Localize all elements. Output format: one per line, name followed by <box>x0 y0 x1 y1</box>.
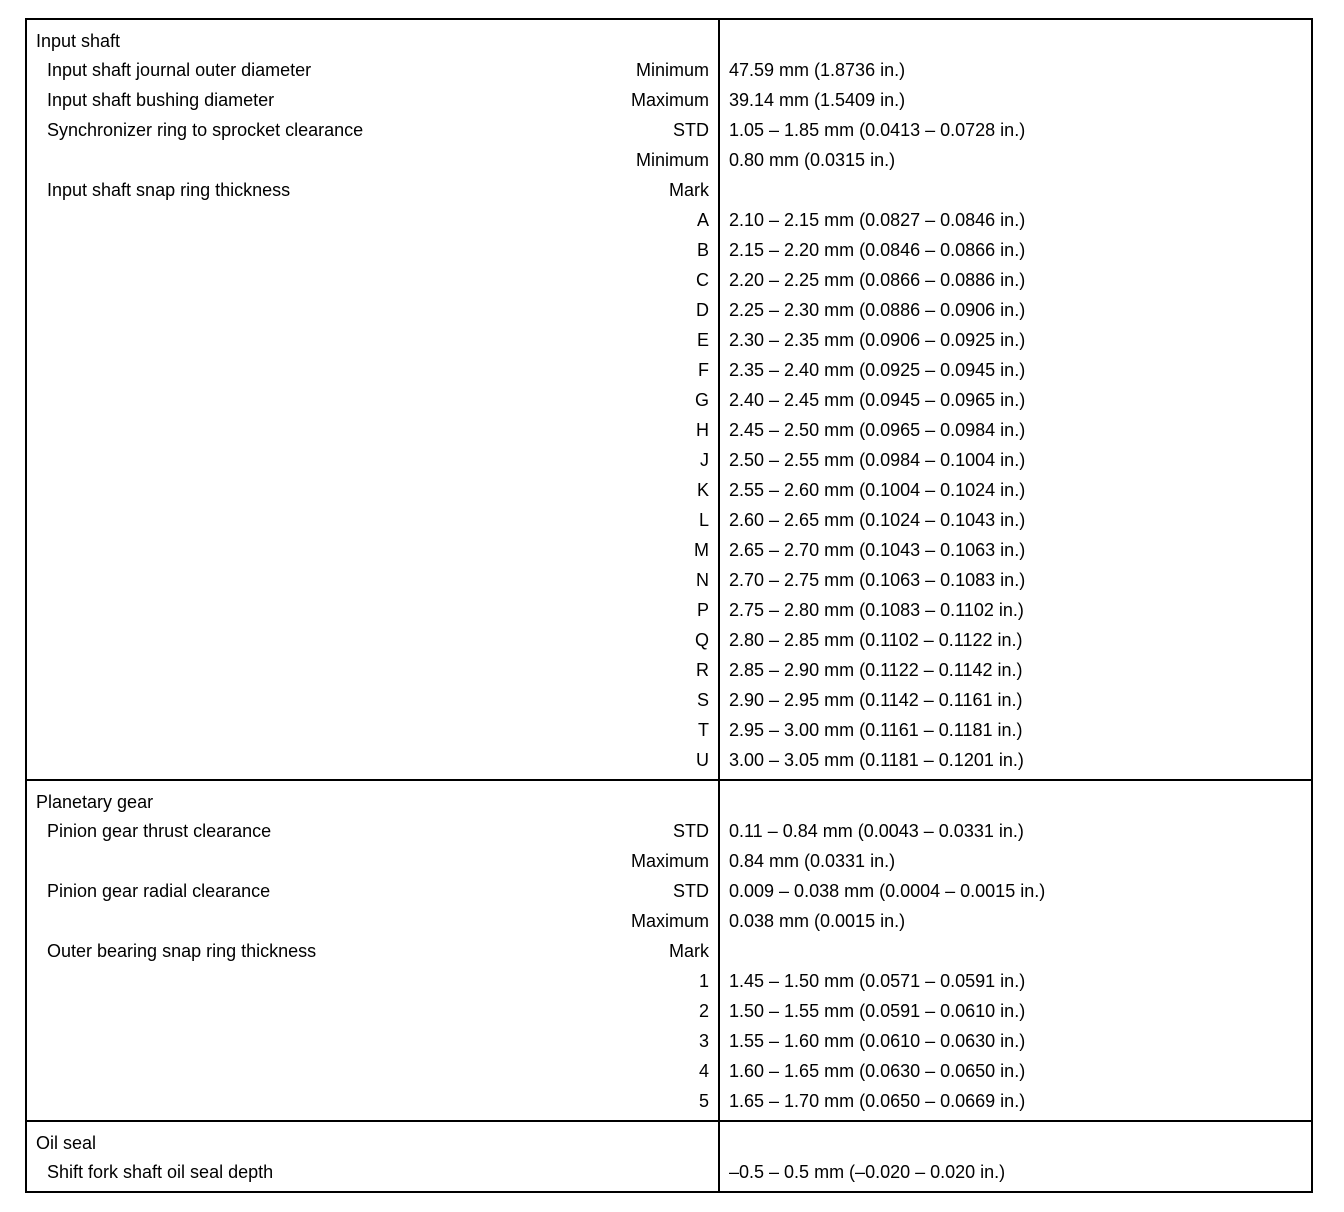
spec-qualifier: D <box>696 300 709 320</box>
spec-row <box>27 295 718 325</box>
spec-value: 1.60 – 1.65 mm (0.0630 – 0.0650 in.) <box>729 1061 1026 1081</box>
spec-value: 39.14 mm (1.5409 in.) <box>729 90 906 110</box>
spec-item-label <box>27 1086 699 1116</box>
spec-value: 2.70 – 2.75 mm (0.1063 – 0.1083 in.) <box>729 570 1026 590</box>
spec-item-label <box>27 655 696 685</box>
spec-item-label <box>27 415 696 445</box>
spec-item-label <box>27 1056 699 1086</box>
spec-value: 2.10 – 2.15 mm (0.0827 – 0.0846 in.) <box>729 210 1026 230</box>
spec-qualifier: K <box>696 480 709 500</box>
spec-item-label: Outer bearing snap ring thickness <box>47 941 317 961</box>
spec-item-label: Input shaft snap ring thickness <box>47 180 291 200</box>
spec-value: 1.05 – 1.85 mm (0.0413 – 0.0728 in.) <box>729 120 1026 140</box>
spec-row <box>27 1157 718 1187</box>
spec-qualifier: Maximum <box>630 90 709 110</box>
spec-item-label: Input shaft bushing diameter <box>47 90 275 110</box>
spec-qualifier: T <box>698 720 709 740</box>
section-labels-column <box>27 1122 720 1191</box>
spec-qualifier: E <box>696 330 709 350</box>
spec-item-label <box>27 385 695 415</box>
spec-qualifier: Maximum <box>630 911 709 931</box>
spec-value <box>720 936 1311 966</box>
spec-value: 0.009 – 0.038 mm (0.0004 – 0.0015 in.) <box>729 881 1046 901</box>
spec-row <box>27 1026 718 1056</box>
spec-value: 0.80 mm (0.0315 in.) <box>729 150 896 170</box>
spec-item-label: Pinion gear thrust clearance <box>47 821 272 841</box>
spec-row <box>27 85 718 115</box>
spec-item-label <box>27 355 698 385</box>
spec-value: 2.40 – 2.45 mm (0.0945 – 0.0965 in.) <box>729 390 1026 410</box>
spec-item-label <box>27 505 699 535</box>
spec-table <box>25 18 1313 1193</box>
spec-section <box>27 779 1311 1120</box>
section-values-column <box>720 1122 1311 1191</box>
spec-value: 2.75 – 2.80 mm (0.1083 – 0.1102 in.) <box>729 600 1024 620</box>
spec-value: –0.5 – 0.5 mm (–0.020 – 0.020 in.) <box>729 1162 1006 1182</box>
spec-row <box>27 505 718 535</box>
spec-value: 2.85 – 2.90 mm (0.1122 – 0.1142 in.) <box>729 660 1023 680</box>
spec-qualifier: B <box>696 240 709 260</box>
spec-row <box>27 205 718 235</box>
spec-item-label <box>27 846 631 876</box>
spec-qualifier: H <box>696 420 709 440</box>
spec-qualifier: Mark <box>669 180 709 200</box>
spec-item-label <box>27 715 698 745</box>
spec-row <box>27 1056 718 1086</box>
spec-row <box>27 595 718 625</box>
spec-value: 0.038 mm (0.0015 in.) <box>729 911 906 931</box>
spec-row <box>27 745 718 775</box>
spec-qualifier: 2 <box>698 1001 709 1021</box>
spec-value: 2.45 – 2.50 mm (0.0965 – 0.0984 in.) <box>729 420 1026 440</box>
spec-row <box>27 1086 718 1116</box>
spec-row <box>27 685 718 715</box>
spec-row <box>27 115 718 145</box>
spec-item-label <box>27 966 699 996</box>
spec-value: 2.25 – 2.30 mm (0.0886 – 0.0906 in.) <box>729 300 1026 320</box>
spec-value: 1.45 – 1.50 mm (0.0571 – 0.0591 in.) <box>729 971 1026 991</box>
spec-item-label: Shift fork shaft oil seal depth <box>47 1162 274 1182</box>
spec-item-label <box>27 906 631 936</box>
value-spacer <box>720 1129 1311 1157</box>
spec-qualifier: Mark <box>669 941 709 961</box>
spec-qualifier: STD <box>673 821 709 841</box>
spec-value: 2.95 – 3.00 mm (0.1161 – 0.1181 in.) <box>729 720 1023 740</box>
section-values-column <box>720 20 1311 779</box>
spec-row <box>27 475 718 505</box>
spec-item-label: Input shaft journal outer diameter <box>47 60 312 80</box>
value-spacer <box>720 788 1311 816</box>
spec-section <box>27 20 1311 779</box>
section-values-column <box>720 781 1311 1120</box>
spec-item-label <box>27 565 696 595</box>
section-title: Planetary gear <box>36 792 154 812</box>
spec-item-label <box>27 325 697 355</box>
spec-item-label <box>27 595 697 625</box>
spec-qualifier: P <box>696 600 709 620</box>
spec-row <box>27 966 718 996</box>
spec-value: 1.55 – 1.60 mm (0.0610 – 0.0630 in.) <box>729 1031 1026 1051</box>
spec-row <box>27 325 718 355</box>
spec-value: 2.20 – 2.25 mm (0.0866 – 0.0886 in.) <box>729 270 1026 290</box>
spec-item-label: Pinion gear radial clearance <box>47 881 271 901</box>
spec-row <box>27 625 718 655</box>
spec-value: 2.60 – 2.65 mm (0.1024 – 0.1043 in.) <box>729 510 1026 530</box>
spec-qualifier: S <box>696 690 709 710</box>
spec-item-label <box>27 295 696 325</box>
spec-qualifier: Minimum <box>635 150 709 170</box>
spec-row <box>27 816 718 846</box>
section-title: Oil seal <box>36 1133 97 1153</box>
spec-qualifier <box>709 1157 718 1187</box>
spec-item-label <box>27 145 636 175</box>
spec-qualifier: M <box>694 540 709 560</box>
spec-qualifier: 5 <box>698 1091 709 1111</box>
spec-section <box>27 1120 1311 1191</box>
spec-qualifier: N <box>696 570 709 590</box>
spec-value: 47.59 mm (1.8736 in.) <box>729 60 906 80</box>
spec-row <box>27 565 718 595</box>
spec-row <box>27 535 718 565</box>
spec-qualifier: F <box>698 360 709 380</box>
spec-item-label <box>27 745 696 775</box>
spec-item-label <box>27 625 695 655</box>
spec-qualifier: STD <box>673 120 709 140</box>
spec-value: 2.35 – 2.40 mm (0.0925 – 0.0945 in.) <box>729 360 1026 380</box>
spec-value: 0.11 – 0.84 mm (0.0043 – 0.0331 in.) <box>729 821 1024 841</box>
spec-qualifier: J <box>700 450 709 470</box>
spec-value: 2.50 – 2.55 mm (0.0984 – 0.1004 in.) <box>729 450 1026 470</box>
spec-qualifier: Minimum <box>635 60 709 80</box>
spec-value: 3.00 – 3.05 mm (0.1181 – 0.1201 in.) <box>729 750 1024 770</box>
spec-row <box>27 355 718 385</box>
spec-row <box>27 235 718 265</box>
spec-item-label <box>27 265 696 295</box>
spec-value: 0.84 mm (0.0331 in.) <box>729 851 896 871</box>
spec-qualifier: L <box>698 510 709 530</box>
spec-item-label <box>27 235 697 265</box>
spec-row <box>27 906 718 936</box>
spec-row <box>27 385 718 415</box>
spec-row <box>27 445 718 475</box>
spec-qualifier: R <box>696 660 709 680</box>
spec-row <box>27 145 718 175</box>
section-labels-column <box>27 781 720 1120</box>
spec-value: 2.65 – 2.70 mm (0.1043 – 0.1063 in.) <box>729 540 1026 560</box>
spec-value: 1.65 – 1.70 mm (0.0650 – 0.0669 in.) <box>729 1091 1026 1111</box>
spec-value: 2.30 – 2.35 mm (0.0906 – 0.0925 in.) <box>729 330 1026 350</box>
section-labels-column <box>27 20 720 779</box>
spec-item-label <box>27 445 700 475</box>
spec-qualifier: Q <box>694 630 709 650</box>
value-spacer <box>720 27 1311 55</box>
spec-row <box>27 846 718 876</box>
spec-item-label <box>27 996 699 1026</box>
spec-row <box>27 55 718 85</box>
spec-qualifier: 3 <box>698 1031 709 1051</box>
spec-value: 1.50 – 1.55 mm (0.0591 – 0.0610 in.) <box>729 1001 1026 1021</box>
spec-row <box>27 175 718 205</box>
spec-qualifier: G <box>694 390 709 410</box>
spec-row <box>27 655 718 685</box>
spec-item-label <box>27 535 694 565</box>
spec-item-label <box>27 1026 699 1056</box>
spec-item-label <box>27 205 697 235</box>
spec-row <box>27 996 718 1026</box>
spec-row <box>27 715 718 745</box>
spec-qualifier: Maximum <box>630 851 709 871</box>
spec-row <box>27 936 718 966</box>
spec-qualifier: 4 <box>698 1061 709 1081</box>
spec-row <box>27 415 718 445</box>
spec-item-label <box>27 475 697 505</box>
spec-value: 2.55 – 2.60 mm (0.1004 – 0.1024 in.) <box>729 480 1026 500</box>
spec-qualifier: U <box>696 750 709 770</box>
spec-qualifier: C <box>696 270 709 290</box>
spec-item-label: Synchronizer ring to sprocket clearance <box>47 120 364 140</box>
spec-qualifier: STD <box>673 881 709 901</box>
spec-row <box>27 876 718 906</box>
spec-value: 2.80 – 2.85 mm (0.1102 – 0.1122 in.) <box>729 630 1023 650</box>
spec-qualifier: 1 <box>698 971 709 991</box>
section-title: Input shaft <box>36 31 121 51</box>
spec-value <box>720 175 1311 205</box>
spec-qualifier: A <box>696 210 709 230</box>
spec-row <box>27 265 718 295</box>
spec-value: 2.15 – 2.20 mm (0.0846 – 0.0866 in.) <box>729 240 1026 260</box>
spec-value: 2.90 – 2.95 mm (0.1142 – 0.1161 in.) <box>729 690 1023 710</box>
spec-item-label <box>27 685 697 715</box>
